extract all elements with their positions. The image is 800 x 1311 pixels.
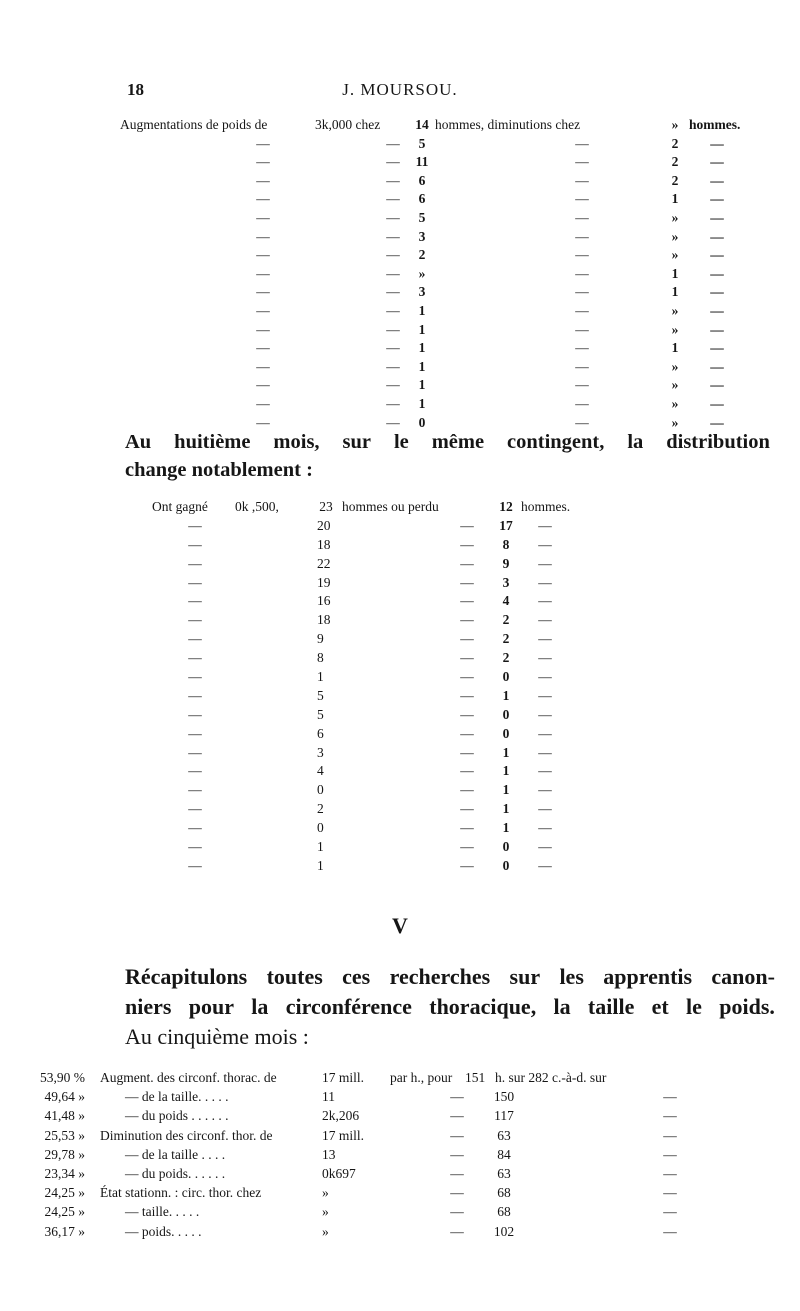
loss-count: 2 — [671, 154, 679, 170]
row-value: 11 — [322, 1089, 335, 1105]
loss-count: 1 — [671, 191, 679, 207]
row-lead: — — [256, 414, 270, 430]
row-value: 17 mill. — [322, 1127, 365, 1143]
row-dash: — — [450, 1165, 464, 1181]
paragraph-line — [125, 992, 775, 1022]
row-tail: hommes. — [521, 499, 571, 514]
row-dash: — — [575, 135, 589, 151]
row-lead: — — [256, 377, 270, 393]
loss-count: » — [671, 395, 679, 411]
loss-count: 1 — [502, 782, 510, 798]
row-dash: — — [575, 358, 589, 374]
percent-value: 29,78 » — [44, 1146, 85, 1162]
weight-value: 0k ,500, — [235, 499, 279, 514]
row-lead: — — [256, 191, 270, 207]
percent-value: 36,17 » — [44, 1223, 85, 1239]
row-dash: — — [460, 612, 474, 628]
gain-count: 22 — [317, 555, 331, 571]
row-dash: — — [663, 1165, 677, 1181]
gain-count: 6 — [418, 172, 426, 188]
gain-count: 5 — [418, 135, 426, 151]
word: sur — [509, 964, 541, 989]
row-tail: — — [538, 857, 552, 873]
word: le — [686, 994, 702, 1019]
row-tail: hommes. — [689, 117, 741, 132]
word: distribution — [666, 431, 770, 453]
row-dash: — — [575, 247, 589, 263]
row-tail: — — [538, 839, 552, 855]
row-dash: — — [460, 650, 474, 666]
gain-count: 3 — [418, 228, 426, 244]
gain-count: 19 — [317, 574, 331, 590]
count-value: 68 — [497, 1204, 511, 1220]
gain-count: 9 — [317, 631, 324, 647]
gain-count: 0 — [418, 414, 426, 430]
row-dash: — — [386, 321, 400, 337]
loss-count: 1 — [502, 763, 510, 779]
row-tail: — — [538, 517, 552, 533]
row-lead: — — [188, 631, 202, 647]
row-tail: — — [538, 536, 552, 552]
loss-count: 1 — [502, 801, 510, 817]
row-label: — de la taille. . . . . — [125, 1089, 229, 1105]
loss-count: 8 — [502, 536, 510, 552]
count-value: 68 — [497, 1185, 511, 1201]
gain-count: 0 — [317, 820, 324, 836]
percent-value: 24,25 » — [44, 1185, 85, 1201]
word: la — [553, 994, 571, 1019]
row-tail: — — [538, 555, 552, 571]
gain-count: 0 — [317, 782, 324, 798]
loss-count: 1 — [502, 744, 510, 760]
row-dash: — — [386, 377, 400, 393]
row-dash: — — [386, 172, 400, 188]
word: canon- — [711, 964, 775, 989]
gain-count: 8 — [317, 650, 324, 666]
gain-count: 1 — [317, 857, 324, 873]
row-dash: — — [450, 1108, 464, 1124]
row-label: Diminution des circonf. thor. de — [100, 1127, 273, 1143]
row-lead: Augmentations de poids de — [120, 117, 268, 132]
row-lead: Ont gagné — [152, 499, 208, 514]
loss-count: 9 — [502, 555, 510, 571]
row-dash: — — [575, 265, 589, 281]
row-value: » — [322, 1204, 329, 1220]
row-dash: — — [460, 839, 474, 855]
row-label: — du poids . . . . . . — [125, 1108, 229, 1124]
paragraph-eighth-month — [125, 428, 770, 484]
row-dash: — — [460, 593, 474, 609]
row-dash: — — [575, 395, 589, 411]
gain-count: 3 — [317, 744, 324, 760]
row-lead: — — [188, 782, 202, 798]
gain-count: 18 — [317, 536, 331, 552]
word: ces — [342, 964, 371, 989]
loss-count: » — [671, 247, 679, 263]
row-text: par h., pour — [390, 1070, 453, 1085]
row-lead: — — [256, 228, 270, 244]
word: même — [431, 431, 485, 453]
row-dash: — — [450, 1185, 464, 1201]
row-tail: — — [538, 650, 552, 666]
row-dash: — — [460, 517, 474, 533]
word: contingent, — [507, 431, 605, 453]
row-lead: — — [256, 284, 270, 300]
row-dash: — — [386, 414, 400, 430]
row-label: — du poids. . . . . . — [125, 1165, 226, 1181]
row-tail: — — [538, 574, 552, 590]
row-text: h. sur 282 c.-à-d. sur — [495, 1070, 607, 1085]
row-dash: — — [386, 358, 400, 374]
percent-value: 23,34 » — [44, 1165, 85, 1181]
row-dash: — — [386, 247, 400, 263]
gain-count: 23 — [319, 499, 333, 514]
word: Récapitulons — [125, 964, 248, 989]
row-lead: — — [188, 725, 202, 741]
row-tail: — — [538, 763, 552, 779]
row-lead: — — [256, 265, 270, 281]
row-tail: — — [710, 247, 724, 263]
page-number: 18 — [127, 80, 144, 99]
row-dash: — — [450, 1204, 464, 1220]
row-dash: — — [386, 228, 400, 244]
count-value: 84 — [497, 1146, 511, 1162]
row-dash: — — [575, 209, 589, 225]
loss-count: 1 — [502, 820, 510, 836]
row-dash: — — [386, 191, 400, 207]
row-dash: — — [386, 284, 400, 300]
row-lead: — — [188, 857, 202, 873]
row-tail: — — [710, 135, 724, 151]
gain-count: 1 — [418, 340, 426, 356]
word: apprentis — [603, 964, 693, 989]
row-dash: — — [663, 1185, 677, 1201]
row-dash: — — [575, 414, 589, 430]
row-tail: — — [710, 414, 724, 430]
row-value: » — [322, 1185, 329, 1201]
row-dash: — — [450, 1089, 464, 1105]
paragraph-line — [125, 428, 770, 456]
gain-count: 1 — [418, 358, 426, 374]
loss-count: » — [671, 377, 679, 393]
gain-count: 6 — [317, 725, 324, 741]
row-dash: — — [663, 1108, 677, 1124]
row-dash: — — [386, 135, 400, 151]
paragraph-line: Au cinquième mois : — [125, 1024, 309, 1049]
row-tail: — — [538, 782, 552, 798]
row-lead: — — [188, 593, 202, 609]
row-lead: — — [188, 839, 202, 855]
loss-count: 1 — [671, 340, 679, 356]
loss-count: 0 — [502, 857, 510, 873]
gain-count: 2 — [317, 801, 324, 817]
gain-count: 5 — [317, 687, 324, 703]
row-text: hommes ou perdu — [342, 499, 439, 514]
row-dash: — — [460, 669, 474, 685]
gain-count: 4 — [317, 763, 324, 779]
row-dash: — — [386, 302, 400, 318]
gain-count: 11 — [415, 154, 429, 170]
percent-value: 49,64 » — [44, 1089, 85, 1105]
row-dash: — — [386, 395, 400, 411]
word: huitième — [174, 431, 251, 453]
row-dash: — — [460, 857, 474, 873]
paragraph-line — [125, 962, 775, 992]
row-lead: — — [188, 669, 202, 685]
loss-count: 0 — [502, 725, 510, 741]
row-lead: — — [256, 172, 270, 188]
percent-value: 24,25 » — [44, 1204, 85, 1220]
loss-count: » — [671, 228, 679, 244]
row-tail: — — [710, 265, 724, 281]
row-tail: — — [710, 284, 724, 300]
word: les — [559, 964, 584, 989]
row-dash: — — [460, 555, 474, 571]
row-lead: — — [188, 555, 202, 571]
row-lead: — — [188, 820, 202, 836]
word: le — [393, 431, 409, 453]
row-dash: — — [575, 172, 589, 188]
count-value: 102 — [493, 1223, 515, 1239]
row-lead: — — [188, 706, 202, 722]
paragraph-recap — [125, 962, 775, 1052]
row-dash: — — [460, 631, 474, 647]
loss-count: 2 — [502, 631, 510, 647]
row-tail: — — [710, 228, 724, 244]
row-dash: — — [460, 763, 474, 779]
gain-count: 16 — [317, 593, 331, 609]
gain-count: 3 — [418, 284, 426, 300]
row-lead: — — [256, 209, 270, 225]
row-lead: — — [256, 340, 270, 356]
row-tail: — — [538, 801, 552, 817]
loss-count: 2 — [502, 612, 510, 628]
loss-count: 4 — [502, 593, 510, 609]
row-dash: — — [386, 265, 400, 281]
row-label: — poids. . . . . — [125, 1223, 202, 1239]
running-header: J. MOURSOU. — [342, 80, 458, 99]
row-lead: — — [188, 574, 202, 590]
count-value: 117 — [494, 1108, 514, 1124]
gain-count: 6 — [418, 191, 426, 207]
count-value: 63 — [497, 1165, 511, 1181]
gain-count: » — [418, 265, 426, 281]
row-label: — taille. . . . . — [125, 1204, 200, 1220]
word: mois, — [273, 431, 320, 453]
row-dash: — — [575, 284, 589, 300]
word: recherches — [389, 964, 491, 989]
word: la — [627, 431, 644, 453]
row-tail: — — [538, 593, 552, 609]
word: circonférence — [285, 994, 412, 1019]
loss-count: 0 — [502, 839, 510, 855]
row-dash: — — [575, 340, 589, 356]
loss-count: 1 — [671, 284, 679, 300]
row-tail: — — [538, 631, 552, 647]
row-dash: — — [663, 1223, 677, 1239]
word: taille — [587, 994, 635, 1019]
word: Au — [125, 431, 152, 453]
row-lead: — — [188, 650, 202, 666]
row-dash: — — [460, 782, 474, 798]
word: et — [651, 994, 669, 1019]
row-tail: — — [538, 725, 552, 741]
row-tail: — — [710, 209, 724, 225]
row-dash: — — [460, 574, 474, 590]
row-tail: — — [710, 321, 724, 337]
row-tail: — — [710, 340, 724, 356]
loss-count: 2 — [502, 650, 510, 666]
row-dash: — — [663, 1204, 677, 1220]
row-dash: — — [575, 191, 589, 207]
section-heading: V — [392, 913, 408, 938]
loss-count: 0 — [502, 706, 510, 722]
count-value: 63 — [497, 1127, 511, 1143]
row-lead: — — [256, 247, 270, 263]
row-lead: — — [188, 801, 202, 817]
row-tail: — — [710, 377, 724, 393]
row-value: 13 — [322, 1146, 336, 1162]
row-tail: — — [538, 744, 552, 760]
word: niers — [125, 994, 172, 1019]
row-dash: — — [450, 1223, 464, 1239]
row-tail: — — [538, 820, 552, 836]
word: toutes — [266, 964, 323, 989]
row-dash: — — [575, 228, 589, 244]
row-tail: — — [710, 191, 724, 207]
row-dash: — — [460, 687, 474, 703]
row-tail: — — [710, 154, 724, 170]
row-lead: — — [256, 358, 270, 374]
row-dash: — — [460, 801, 474, 817]
loss-count: 2 — [671, 135, 679, 151]
gain-count: 14 — [415, 117, 429, 132]
gain-count: 1 — [418, 302, 426, 318]
row-dash: — — [460, 536, 474, 552]
row-tail: — — [710, 302, 724, 318]
loss-count: » — [671, 209, 679, 225]
row-tail: — — [538, 669, 552, 685]
row-value: 2k,206 — [322, 1108, 360, 1124]
row-dash: — — [386, 209, 400, 225]
row-tail: — — [710, 172, 724, 188]
word: thoracique, — [429, 994, 537, 1019]
row-lead: — — [256, 154, 270, 170]
row-tail: — — [538, 687, 552, 703]
word: sur — [342, 431, 371, 453]
loss-count: 0 — [502, 669, 510, 685]
row-dash: — — [575, 302, 589, 318]
paragraph-line: change notablement : — [125, 459, 313, 481]
row-tail: — — [710, 358, 724, 374]
row-dash: — — [386, 154, 400, 170]
row-lead: — — [188, 763, 202, 779]
row-tail: — — [538, 706, 552, 722]
row-dash: — — [450, 1146, 464, 1162]
percent-value: 53,90 % — [40, 1070, 85, 1085]
row-label: Augment. des circonf. thorac. de — [100, 1070, 277, 1085]
gain-count: 2 — [418, 247, 426, 263]
gain-count: 5 — [317, 706, 324, 722]
loss-count: » — [671, 321, 679, 337]
row-lead: — — [188, 744, 202, 760]
gain-count: 1 — [317, 839, 324, 855]
loss-count: » — [671, 117, 679, 132]
row-text: hommes, diminutions chez — [435, 117, 581, 132]
gain-count: 1 — [317, 669, 324, 685]
row-dash: — — [460, 820, 474, 836]
row-value: 0k697 — [322, 1165, 356, 1181]
row-dash: — — [460, 706, 474, 722]
row-label: — de la taille . . . . — [125, 1146, 226, 1162]
row-tail: — — [710, 395, 724, 411]
row-dash: — — [575, 377, 589, 393]
row-lead: — — [188, 536, 202, 552]
row-tail: — — [538, 612, 552, 628]
gain-count: 18 — [317, 612, 331, 628]
word: poids. — [719, 994, 775, 1019]
loss-count: 3 — [502, 574, 510, 590]
word: la — [251, 994, 269, 1019]
gain-count: 5 — [418, 209, 426, 225]
row-label: État stationn. : circ. thor. chez — [100, 1185, 262, 1201]
row-lead: — — [256, 135, 270, 151]
row-value: » — [322, 1223, 329, 1239]
percent-value: 25,53 » — [44, 1127, 85, 1143]
loss-count: » — [671, 414, 679, 430]
loss-count: 1 — [671, 265, 679, 281]
row-value: 17 mill. — [322, 1070, 365, 1085]
row-lead: — — [188, 517, 202, 533]
gain-count: 1 — [418, 377, 426, 393]
row-dash: — — [663, 1127, 677, 1143]
row-lead: — — [188, 687, 202, 703]
loss-count: 12 — [499, 499, 513, 514]
row-dash: — — [460, 725, 474, 741]
word: pour — [188, 994, 234, 1019]
loss-count: 2 — [671, 172, 679, 188]
loss-count: 1 — [502, 687, 510, 703]
gain-count: 1 — [418, 395, 426, 411]
count-value: 150 — [493, 1089, 515, 1105]
loss-count: 17 — [499, 517, 513, 533]
row-lead: — — [256, 302, 270, 318]
row-dash: — — [575, 154, 589, 170]
row-dash: — — [386, 340, 400, 356]
row-dash: — — [460, 744, 474, 760]
row-lead: — — [256, 321, 270, 337]
row-dash: — — [663, 1146, 677, 1162]
percent-value: 41,48 » — [44, 1108, 85, 1124]
row-dash: — — [663, 1089, 677, 1105]
row-dash: — — [450, 1127, 464, 1143]
row-lead: — — [188, 612, 202, 628]
count-value: 151 — [465, 1070, 486, 1085]
gain-count: 20 — [317, 517, 331, 533]
row-lead: — — [256, 395, 270, 411]
loss-count: » — [671, 358, 679, 374]
gain-count: 1 — [418, 321, 426, 337]
loss-count: » — [671, 302, 679, 318]
row-dash: — — [575, 321, 589, 337]
weight-value: 3k,000 chez — [315, 117, 381, 132]
